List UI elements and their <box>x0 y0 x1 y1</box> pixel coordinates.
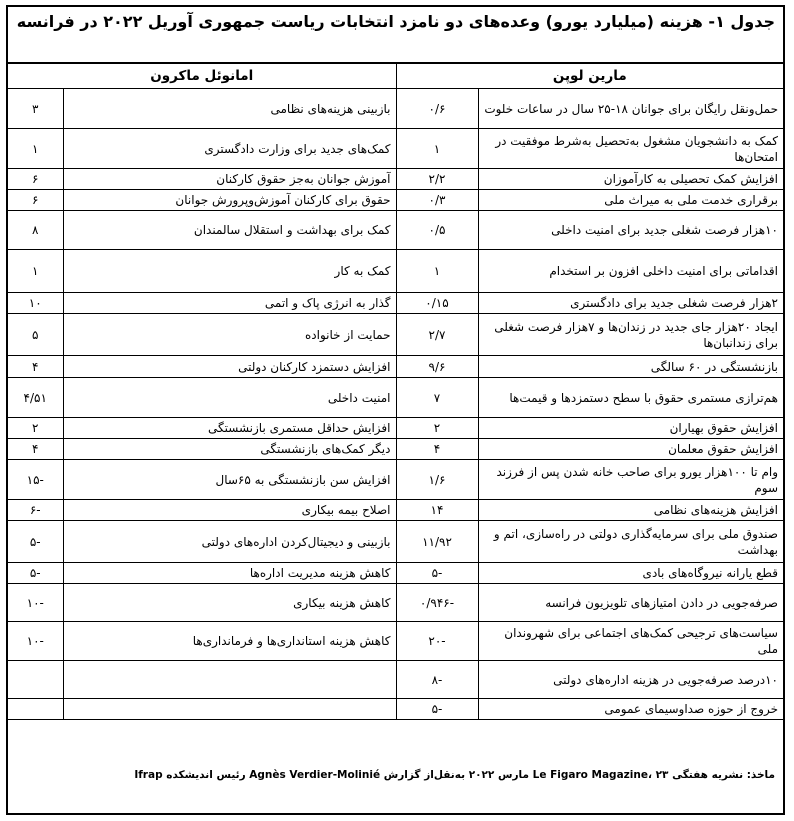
macron-item: بازبینی هزینه‌های نظامی <box>63 89 396 129</box>
table-row <box>8 356 783 378</box>
macron-item: حقوق برای کارکنان آموزش‌وپرورش جوانان <box>63 190 396 211</box>
le-pen-item: حمل‌ونقل رایگان برای جوانان ۱۸-۲۵ سال در ساعات خلوت <box>478 89 783 129</box>
le-pen-cost: ۴ <box>396 439 478 460</box>
macron-cost: ۴ <box>8 356 63 378</box>
macron-cost: ۱ <box>8 250 63 293</box>
le-pen-item: صرفه‌جویی در دادن امتیازهای تلویزیون فرانسه <box>478 584 783 622</box>
le-pen-cost: ۱/۶ <box>396 460 478 500</box>
macron-cost: -۵ <box>8 521 63 563</box>
macron-cost: ۴ <box>8 439 63 460</box>
le-pen-cost: -۸ <box>396 661 478 699</box>
macron-item: کمک به کار <box>63 250 396 293</box>
le-pen-item: ۲هزار فرصت شغلی جدید برای دادگستری <box>478 293 783 314</box>
macron-cost: ۸ <box>8 211 63 250</box>
source-footnote: ماخذ: نشریه هفتگی Le Figaro Magazine، ۲۳ مارس ۲۰۲۲ به‌نقل‌از گزارش Agnès Verdier-Molinié رئیس اندیشکده Ifrap <box>134 769 775 781</box>
le-pen-item: خروج از حوزه صداوسیمای عمومی <box>478 699 783 720</box>
macron-cost: ۱ <box>8 129 63 169</box>
le-pen-cost: ۰/۳ <box>396 190 478 211</box>
le-pen-item: بازنشستگی در ۶۰ سالگی <box>478 356 783 378</box>
macron-cost: ۵ <box>8 314 63 356</box>
table-row <box>8 622 783 661</box>
le-pen-cost: -۵ <box>396 699 478 720</box>
le-pen-cost: ۱ <box>396 129 478 169</box>
table-header-row <box>8 64 783 89</box>
le-pen-cost: ۰/۵ <box>396 211 478 250</box>
le-pen-cost: ۱ <box>396 250 478 293</box>
le-pen-item: هم‌ترازی مستمری حقوق با سطح دستمزدها و قیمت‌ها <box>478 378 783 418</box>
le-pen-item: افزایش حقوق معلمان <box>478 439 783 460</box>
macron-item: کاهش هزینه بیکاری <box>63 584 396 622</box>
le-pen-cost: ۲/۷ <box>396 314 478 356</box>
le-pen-cost: -۲۰ <box>396 622 478 661</box>
macron-cost: ۶ <box>8 169 63 190</box>
le-pen-cost: ۰/۶ <box>396 89 478 129</box>
macron-cost: -۱۵ <box>8 460 63 500</box>
le-pen-cost: ۰/۱۵ <box>396 293 478 314</box>
macron-cost: ۲ <box>8 418 63 439</box>
table-row <box>8 190 783 211</box>
le-pen-item: افزایش کمک تحصیلی به کارآموزان <box>478 169 783 190</box>
le-pen-item: کمک به دانشجویان مشغول به‌تحصیل به‌شرط موفقیت در امتحان‌ها <box>478 129 783 169</box>
macron-item: افزایش دستمزد کارکنان دولتی <box>63 356 396 378</box>
macron-item: امنیت داخلی <box>63 378 396 418</box>
table-row <box>8 293 783 314</box>
table-row <box>8 584 783 622</box>
table-row <box>8 314 783 356</box>
le-pen-cost: ۱۱/۹۲ <box>396 521 478 563</box>
macron-cost: ۳ <box>8 89 63 129</box>
macron-cost <box>8 699 63 720</box>
macron-item <box>63 699 396 720</box>
le-pen-item: ۱۰درصد صرفه‌جویی در هزینه اداره‌های دولتی <box>478 661 783 699</box>
le-pen-cost: -۰/۹۴۶ <box>396 584 478 622</box>
macron-item: کاهش هزینه مدیریت اداره‌ها <box>63 563 396 584</box>
le-pen-item: صندوق ملی برای سرمایه‌گذاری دولتی در راه‌سازی، اتم و بهداشت <box>478 521 783 563</box>
macron-cost: ۴/۵۱ <box>8 378 63 418</box>
table-row <box>8 89 783 129</box>
le-pen-item: ایجاد ۲۰هزار جای جدید در زندان‌ها و ۷هزار فرصت شغلی برای زندانبان‌ها <box>478 314 783 356</box>
macron-cost <box>8 661 63 699</box>
le-pen-item: قطع یارانه نیروگاه‌های بادی <box>478 563 783 584</box>
table-row <box>8 460 783 500</box>
le-pen-item: افزایش هزینه‌های نظامی <box>478 500 783 521</box>
macron-item: کمک برای بهداشت و استقلال سالمندان <box>63 211 396 250</box>
table-row <box>8 418 783 439</box>
macron-cost: -۱۰ <box>8 584 63 622</box>
le-pen-item: وام تا ۱۰۰هزار یورو برای صاحب خانه شدن پس از فرزند سوم <box>478 460 783 500</box>
le-pen-item: سیاست‌های ترجیحی کمک‌های اجتماعی برای شهروندان ملی <box>478 622 783 661</box>
le-pen-item: افزایش حقوق بهیاران <box>478 418 783 439</box>
macron-item: بازبینی و دیجیتال‌کردن اداره‌های دولتی <box>63 521 396 563</box>
header-macron: امانوئل ماکرون <box>8 64 396 89</box>
table-row <box>8 129 783 169</box>
table-row <box>8 661 783 699</box>
le-pen-cost: ۲ <box>396 418 478 439</box>
macron-item: دیگر کمک‌های بازنشستگی <box>63 439 396 460</box>
table-row <box>8 169 783 190</box>
table-row <box>8 378 783 418</box>
le-pen-item: برقراری خدمت ملی به میراث ملی <box>478 190 783 211</box>
le-pen-cost: -۵ <box>396 563 478 584</box>
header-le-pen: مارین لوپن <box>396 64 783 89</box>
le-pen-cost: ۹/۶ <box>396 356 478 378</box>
macron-cost: -۵ <box>8 563 63 584</box>
le-pen-cost: ۷ <box>396 378 478 418</box>
table-row <box>8 563 783 584</box>
macron-item: کمک‌های جدید برای وزارت دادگستری <box>63 129 396 169</box>
table-row <box>8 500 783 521</box>
macron-item: آموزش جوانان به‌جز حقوق کارکنان <box>63 169 396 190</box>
table-row <box>8 250 783 293</box>
page-title: جدول ۱- هزینه (میلیارد یورو) وعده‌های دو نامزد انتخابات ریاست جمهوری آوریل ۲۰۲۲ در فرانسه <box>8 7 783 63</box>
macron-item <box>63 661 396 699</box>
macron-item: افزایش سن بازنشستگی به ۶۵سال <box>63 460 396 500</box>
macron-cost: -۱۰ <box>8 622 63 661</box>
macron-item: گذار به انرژی پاک و اتمی <box>63 293 396 314</box>
macron-item: اصلاح بیمه بیکاری <box>63 500 396 521</box>
table-row <box>8 439 783 460</box>
macron-item: کاهش هزینه استانداری‌ها و فرمانداری‌ها <box>63 622 396 661</box>
macron-item: حمایت از خانواده <box>63 314 396 356</box>
le-pen-cost: ۱۴ <box>396 500 478 521</box>
table-page <box>6 5 785 815</box>
candidates-cost-table <box>8 63 783 720</box>
le-pen-cost: ۲/۲ <box>396 169 478 190</box>
macron-cost: ۶ <box>8 190 63 211</box>
macron-cost: -۶ <box>8 500 63 521</box>
table-row <box>8 699 783 720</box>
table-row <box>8 211 783 250</box>
macron-cost: ۱۰ <box>8 293 63 314</box>
table-row <box>8 521 783 563</box>
le-pen-item: اقداماتی برای امنیت داخلی افزون بر استخدام <box>478 250 783 293</box>
macron-item: افزایش حداقل مستمری بازنشستگی <box>63 418 396 439</box>
le-pen-item: ۱۰هزار فرصت شغلی جدید برای امنیت داخلی <box>478 211 783 250</box>
